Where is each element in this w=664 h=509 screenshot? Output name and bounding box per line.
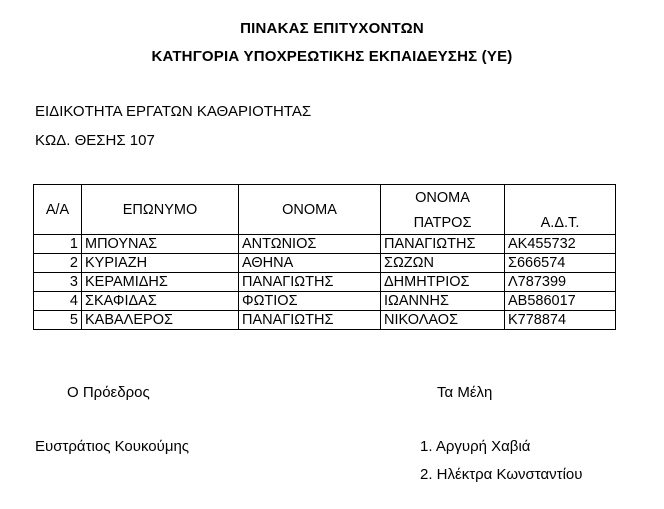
table-row (34, 254, 616, 273)
header-surname: ΕΠΩΝΥΜΟ (82, 185, 239, 235)
winners-table (33, 184, 616, 330)
cell-name: ΦΩΤΙΟΣ (239, 292, 381, 311)
cell-surname: ΜΠΟΥΝΑΣ (82, 235, 239, 254)
cell-surname: ΚΥΡΙΑΖΗ (82, 254, 239, 273)
member-2-name: 2. Ηλέκτρα Κωνσταντίου (420, 466, 583, 483)
cell-name: ΑΝΤΩΝΙΟΣ (239, 235, 381, 254)
document-title: ΠΙΝΑΚΑΣ ΕΠΙΤΥΧΟΝΤΩΝ (240, 20, 424, 37)
cell-aa: 1 (34, 235, 82, 254)
cell-aa: 3 (34, 273, 82, 292)
cell-name: ΑΘΗΝΑ (239, 254, 381, 273)
document-subtitle: ΚΑΤΗΓΟΡΙΑ ΥΠΟΧΡΕΩΤΙΚΗΣ ΕΚΠΑΙΔΕΥΣΗΣ (ΥΕ) (151, 48, 513, 65)
header-adt: Α.Δ.Τ. (505, 185, 616, 235)
cell-adt: Κ778874 (505, 311, 616, 330)
cell-adt: ΑΚ455732 (505, 235, 616, 254)
header-aa: Α/Α (34, 185, 82, 235)
cell-surname: ΣΚΑΦΙΔΑΣ (82, 292, 239, 311)
cell-name: ΠΑΝΑΓΙΩΤΗΣ (239, 273, 381, 292)
member-1-name: 1. Αργυρή Χαβιά (420, 438, 531, 455)
president-name: Ευστράτιος Κουκούμης (35, 438, 190, 455)
cell-father-name: ΙΩΑΝΝΗΣ (381, 292, 505, 311)
header-father-name (381, 185, 505, 235)
table-row (34, 273, 616, 292)
cell-aa: 5 (34, 311, 82, 330)
cell-name: ΠΑΝΑΓΙΩΤΗΣ (239, 311, 381, 330)
cell-surname: ΚΑΒΑΛΕΡΟΣ (82, 311, 239, 330)
specialty-line: ΕΙΔΙΚΟΤΗΤΑ ΕΡΓΑΤΩΝ ΚΑΘΑΡΙΟΤΗΤΑΣ (35, 103, 312, 120)
cell-adt: Λ787399 (505, 273, 616, 292)
header-name: ΟΝΟΜΑ (239, 185, 381, 235)
cell-father-name: ΝΙΚΟΛΑΟΣ (381, 311, 505, 330)
table-header (34, 185, 616, 235)
table-row (34, 235, 616, 254)
cell-aa: 2 (34, 254, 82, 273)
table-row (34, 292, 616, 311)
cell-father-name: ΠΑΝΑΓΙΩΤΗΣ (381, 235, 505, 254)
cell-surname: ΚΕΡΑΜΙΔΗΣ (82, 273, 239, 292)
cell-aa: 4 (34, 292, 82, 311)
cell-father-name: ΣΩΖΩΝ (381, 254, 505, 273)
members-label: Τα Μέλη (437, 384, 493, 401)
table-row (34, 311, 616, 330)
table-body (34, 235, 616, 330)
president-label: Ο Πρόεδρος (67, 384, 150, 401)
header-father-line2: ΠΑΤΡΟΣ (413, 214, 472, 231)
position-code-line: ΚΩΔ. ΘΕΣΗΣ 107 (35, 132, 155, 149)
cell-adt: ΑΒ586017 (505, 292, 616, 311)
header-father-line1: ΟΝΟΜΑ (415, 189, 470, 206)
cell-adt: Σ666574 (505, 254, 616, 273)
cell-father-name: ΔΗΜΗΤΡΙΟΣ (381, 273, 505, 292)
